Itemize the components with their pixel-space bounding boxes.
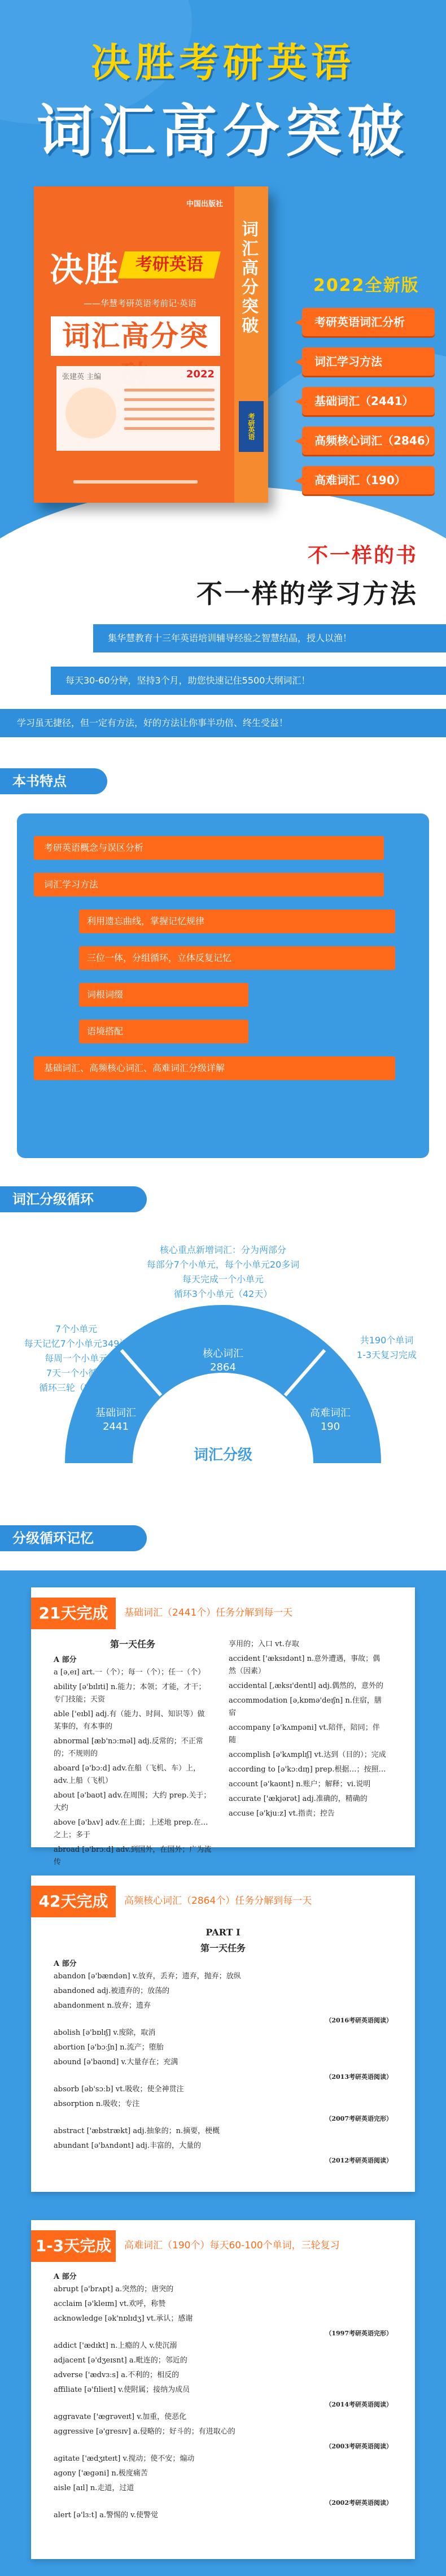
plan-card-1-3 (31, 2220, 415, 2559)
doc-entry: accomplish [ə'kʌmplɪʃ] vt.达到（目的）；完成 (229, 1751, 386, 1759)
doc-entry: accommodation [ə,kɒmə'deɪʃn] n.住宿，膳宿 (229, 1696, 382, 1717)
doc-entry: abandon [ə'bændən] v.放弃，丢弃；遗弃，抛弃；放纵 (54, 1972, 241, 1981)
spine-badge: 考研英语 (239, 401, 264, 452)
cycle-basic-title: 基础词汇 (95, 1407, 136, 1419)
feature-item: 考研英语概念与误区分析 (34, 836, 384, 860)
doc-title: 第一天任务 (200, 1943, 246, 1953)
feature-pill: 词汇学习方法 (302, 347, 435, 376)
plan-document (54, 1926, 392, 2167)
cover-tagline: ——华慧考研英语考前记·英语 (84, 298, 196, 308)
tagline-method: 不一样的学习方法 (196, 578, 418, 609)
doc-title: 第一天任务 (110, 1639, 155, 1650)
doc-entry: abound [ə'baʊnd] v.大量存在；充满 (54, 2058, 178, 2066)
doc-entry: according to [ə'kɔːdɪŋ] prep.根据…；按照… (229, 1765, 386, 1774)
doc-source: （2016考研英语阅读） (325, 2017, 392, 2024)
doc-entry: accidental [,æksɪ'dentl] adj.偶然的，意外的 (229, 1682, 384, 1690)
cycle-hard (299, 1407, 361, 1434)
doc-part: A 部分 (54, 1656, 77, 1664)
doc-entry: abrupt [ə'brʌpt] a.突然的；唐突的 (54, 2285, 174, 2294)
plan-badge: 1-3天完成 (31, 2230, 116, 2262)
book-front (34, 186, 234, 503)
plan-card-21 (31, 1587, 415, 1866)
feature-subitem: 三位一体，分组循环，立体反复记忆 (79, 946, 395, 970)
doc-entry: abandonment n.放弃；遗弃 (54, 2001, 151, 2010)
cycle-core (192, 1347, 254, 1374)
feature-subitem: 利用遗忘曲线，掌握记忆规律 (79, 910, 395, 933)
doc-source: （2003考研英语阅读） (325, 2443, 392, 2450)
doc-entry: accident ['æksɪdənt] n.意外遭遇，事故；偶然（因素） (229, 1655, 381, 1676)
section-heading-plan: 分级循环记忆 (0, 1525, 147, 1551)
doc-entry: 享用的；入口 vt.存取 (229, 1640, 299, 1648)
doc-entry: abundant [ə'bʌndənt] adj.丰富的，大量的 (54, 2142, 202, 2150)
doc-entry: absorb [əb'sɔːb] vt.吸收；使全神贯注 (54, 2085, 184, 2094)
doc-entry: aboard [ə'bɔːd] adv.在船（飞机、车）上，adv.上船（飞机） (54, 1764, 201, 1785)
feature-item: 词汇学习方法 (34, 873, 384, 897)
hero-subtitle: 词汇高分突破 (37, 98, 409, 164)
edition-label: 2022全新版 (313, 276, 419, 295)
plan-description: 基础词汇（2441个）任务分解到每一天 (124, 1607, 293, 1618)
cycle-hard-count: 190 (320, 1421, 340, 1433)
doc-entry: adjacent [ə'dʒeɪsnt] a.毗连的；邻近的 (54, 2356, 187, 2365)
cycle-center-label: 词汇分级 (193, 1447, 252, 1464)
doc-entry: abandoned adj.被遗弃的；放荡的 (54, 1987, 170, 1995)
doc-entry: account [ə'kaʊnt] n.账户；解释；vi.说明 (229, 1780, 371, 1789)
doc-source: （2002考研英语阅读） (325, 2499, 392, 2507)
cover-edition: 2022 (186, 368, 215, 380)
doc-source: （2014考研英语阅读） (325, 2401, 392, 2408)
cover-jue-text: 决胜 (50, 250, 120, 290)
doc-entry: able ['eɪbl] adj.有（能力、时间、知识等）做某事的，有本事的 (54, 1710, 205, 1731)
feature-pill: 基础词汇（2441） (302, 387, 435, 415)
doc-entry: abortion [ə'bɔːʃn] n.流产；堕胎 (54, 2043, 164, 2052)
doc-entry: abstract ['æbstrækt] adj.抽象的；n.摘要，梗概 (54, 2127, 220, 2135)
cycle-hard-note: 共190个单词 1-3天复习完成 (356, 1335, 417, 1360)
cover-panel (56, 366, 220, 451)
doc-entry: alert [ə'lɜːt] a.警惕的 v.使警觉 (54, 2511, 159, 2520)
doc-entry: aggravate ['ægrəveɪt] v.加重，使恶化 (54, 2413, 187, 2421)
cycle-core-title: 核心词汇 (203, 1348, 243, 1360)
doc-source: （2012考研英语阅读） (325, 2157, 392, 2164)
cycle-core-note: 核心重点新增词汇：分为两部分 每部分7个小单元，每个小单元20多词 每天完成一个小单元 循环3个小单元（42天） (146, 1245, 300, 1299)
plan-document (54, 2271, 392, 2524)
plan-badge: 42天完成 (31, 1886, 116, 1917)
cover-author: 张建英 主编 (62, 373, 102, 381)
doc-entry: accompany [ə'kʌmpəni] vt.陪伴，陪同；伴随 (229, 1724, 380, 1744)
doc-entry: acknowledge [ək'nɒlɪdʒ] vt.承认；感谢 (54, 2314, 193, 2323)
feature-pill: 考研英语词汇分析 (302, 308, 435, 336)
cycle-basic-note: 7个小单元 每天记忆7个小单元349词 每周一个小单元 7天一个小循环 循环三轮（21天） (24, 1324, 129, 1393)
doc-source: （2013考研英语阅读） (325, 2073, 392, 2081)
cycle-diagram (0, 1198, 446, 1514)
doc-entry: accuse [ə'kjuːz] vt.指责；控告 (229, 1809, 335, 1818)
cover-illustration (65, 388, 116, 438)
cover-ribbon-text: 考研英语 (135, 255, 203, 275)
doc-entry: about [ə'baʊt] adv.在周围；大约 prep.关于；大约 (54, 1791, 211, 1812)
tagline-book: 不一样的书 (307, 544, 418, 567)
doc-entry: affiliate [ə'fɪlieɪt] v.使附属；接纳为成员 (54, 2386, 190, 2394)
doc-entry: aggressive [ə'gresɪv] a.侵略的；好斗的；有进取心的 (54, 2427, 235, 2436)
book-spine (234, 186, 268, 503)
doc-entry: agony ['ægəni] n.极度痛苦 (54, 2469, 148, 2478)
intro-line: 学习虽无捷径，但一定有方法，好的方法让你事半功倍、终生受益！ (0, 709, 446, 737)
cycle-basic (85, 1407, 147, 1434)
doc-entry: aisle [aɪl] n.走道，过道 (54, 2484, 134, 2492)
intro-line: 每天30-60分钟，坚持3个月，助您快速记住5500大纲词汇！ (51, 667, 446, 695)
doc-source: （1997考研英语完形） (325, 2330, 392, 2337)
doc-part: A 部分 (54, 2273, 77, 2281)
cover-title: 词汇高分突 (51, 316, 220, 356)
section-heading-cycle: 词汇分级循环 (0, 1186, 147, 1212)
doc-part-title: PART I (205, 1927, 241, 1938)
doc-entry: addict ['ædɪkt] n.上瘾的人 v.使沉溺 (54, 2342, 177, 2350)
doc-entry: absorption n.吸收；专注 (54, 2100, 140, 2108)
feature-subitem: 词根词缀 (79, 983, 248, 1007)
doc-entry: above [ə'bʌv] adv.在上面；上述地 prep.在…之上；多于 (54, 1818, 208, 1839)
plan-badge: 21天完成 (31, 1598, 116, 1629)
plan-description: 高频核心词汇（2864个）任务分解到每一天 (124, 1895, 312, 1907)
hero-title: 决胜考研英语 (91, 40, 355, 86)
cycle-core-count: 2864 (210, 1361, 236, 1373)
hero-banner (0, 0, 446, 675)
doc-entry: abolish [ə'bɒlɪʃ] v.废除，取消 (54, 2029, 156, 2037)
spine-title: 词汇高分突破 (238, 220, 258, 336)
book-cover-image (34, 186, 268, 503)
doc-entry: agitate ['ædʒɪteɪt] v.搅动；使不安；煽动 (54, 2455, 195, 2463)
publisher-logo: 中国出版社 (186, 200, 223, 208)
doc-entry: abroad [ə'brɔːd] adv.到国外，在国外；广为流传 (54, 1846, 212, 1866)
cycle-basic-count: 2441 (103, 1421, 129, 1433)
feature-item: 基础词汇、高频核心词汇、高难词汇分级详解 (34, 1056, 395, 1080)
section-heading-features: 本书特点 (0, 768, 107, 794)
cover-foot-line (73, 480, 198, 484)
doc-entry: abnormal [æb'nɔːməl] adj.反常的；不正常的；不规则的 (54, 1737, 203, 1758)
doc-right-column (229, 1638, 387, 1822)
cover-ribbon (118, 251, 221, 279)
doc-source: （2007考研英语完形） (325, 2115, 392, 2122)
feature-pill: 高频核心词汇（2846） (302, 427, 435, 455)
doc-entry: ability [ə'bɪlɪti] n.能力；本领；才能，才干；专门技能；天资 (54, 1683, 206, 1704)
cycle-hard-title: 高难词汇 (310, 1407, 351, 1419)
doc-part: A 部分 (54, 1960, 77, 1968)
cover-text-lines (124, 389, 215, 437)
doc-left-column (54, 1638, 212, 1871)
doc-entry: acclaim [ə'kleɪm] vt.欢呼，称赞 (54, 2300, 166, 2308)
plan-description: 高难词汇（190个）每天60-100个单词，三轮复习 (124, 2240, 340, 2251)
doc-entry: adverse ['ædvɜːs] a.不利的；相反的 (54, 2371, 180, 2379)
doc-entry: a [ə,eɪ] art.一（个）；每一（个）；任一（个） (54, 1668, 205, 1677)
plan-card-42 (31, 1876, 415, 2192)
feature-pill: 高难词汇（190） (302, 466, 435, 494)
features-panel (17, 813, 429, 1158)
feature-subitem: 语境搭配 (79, 1020, 248, 1043)
doc-entry: accurate ['ækjərət] adj.准确的，精确的 (229, 1795, 368, 1803)
intro-line: 集华慧教育十三年英语培训辅导经验之智慧结晶，授人以渔！ (93, 624, 446, 652)
